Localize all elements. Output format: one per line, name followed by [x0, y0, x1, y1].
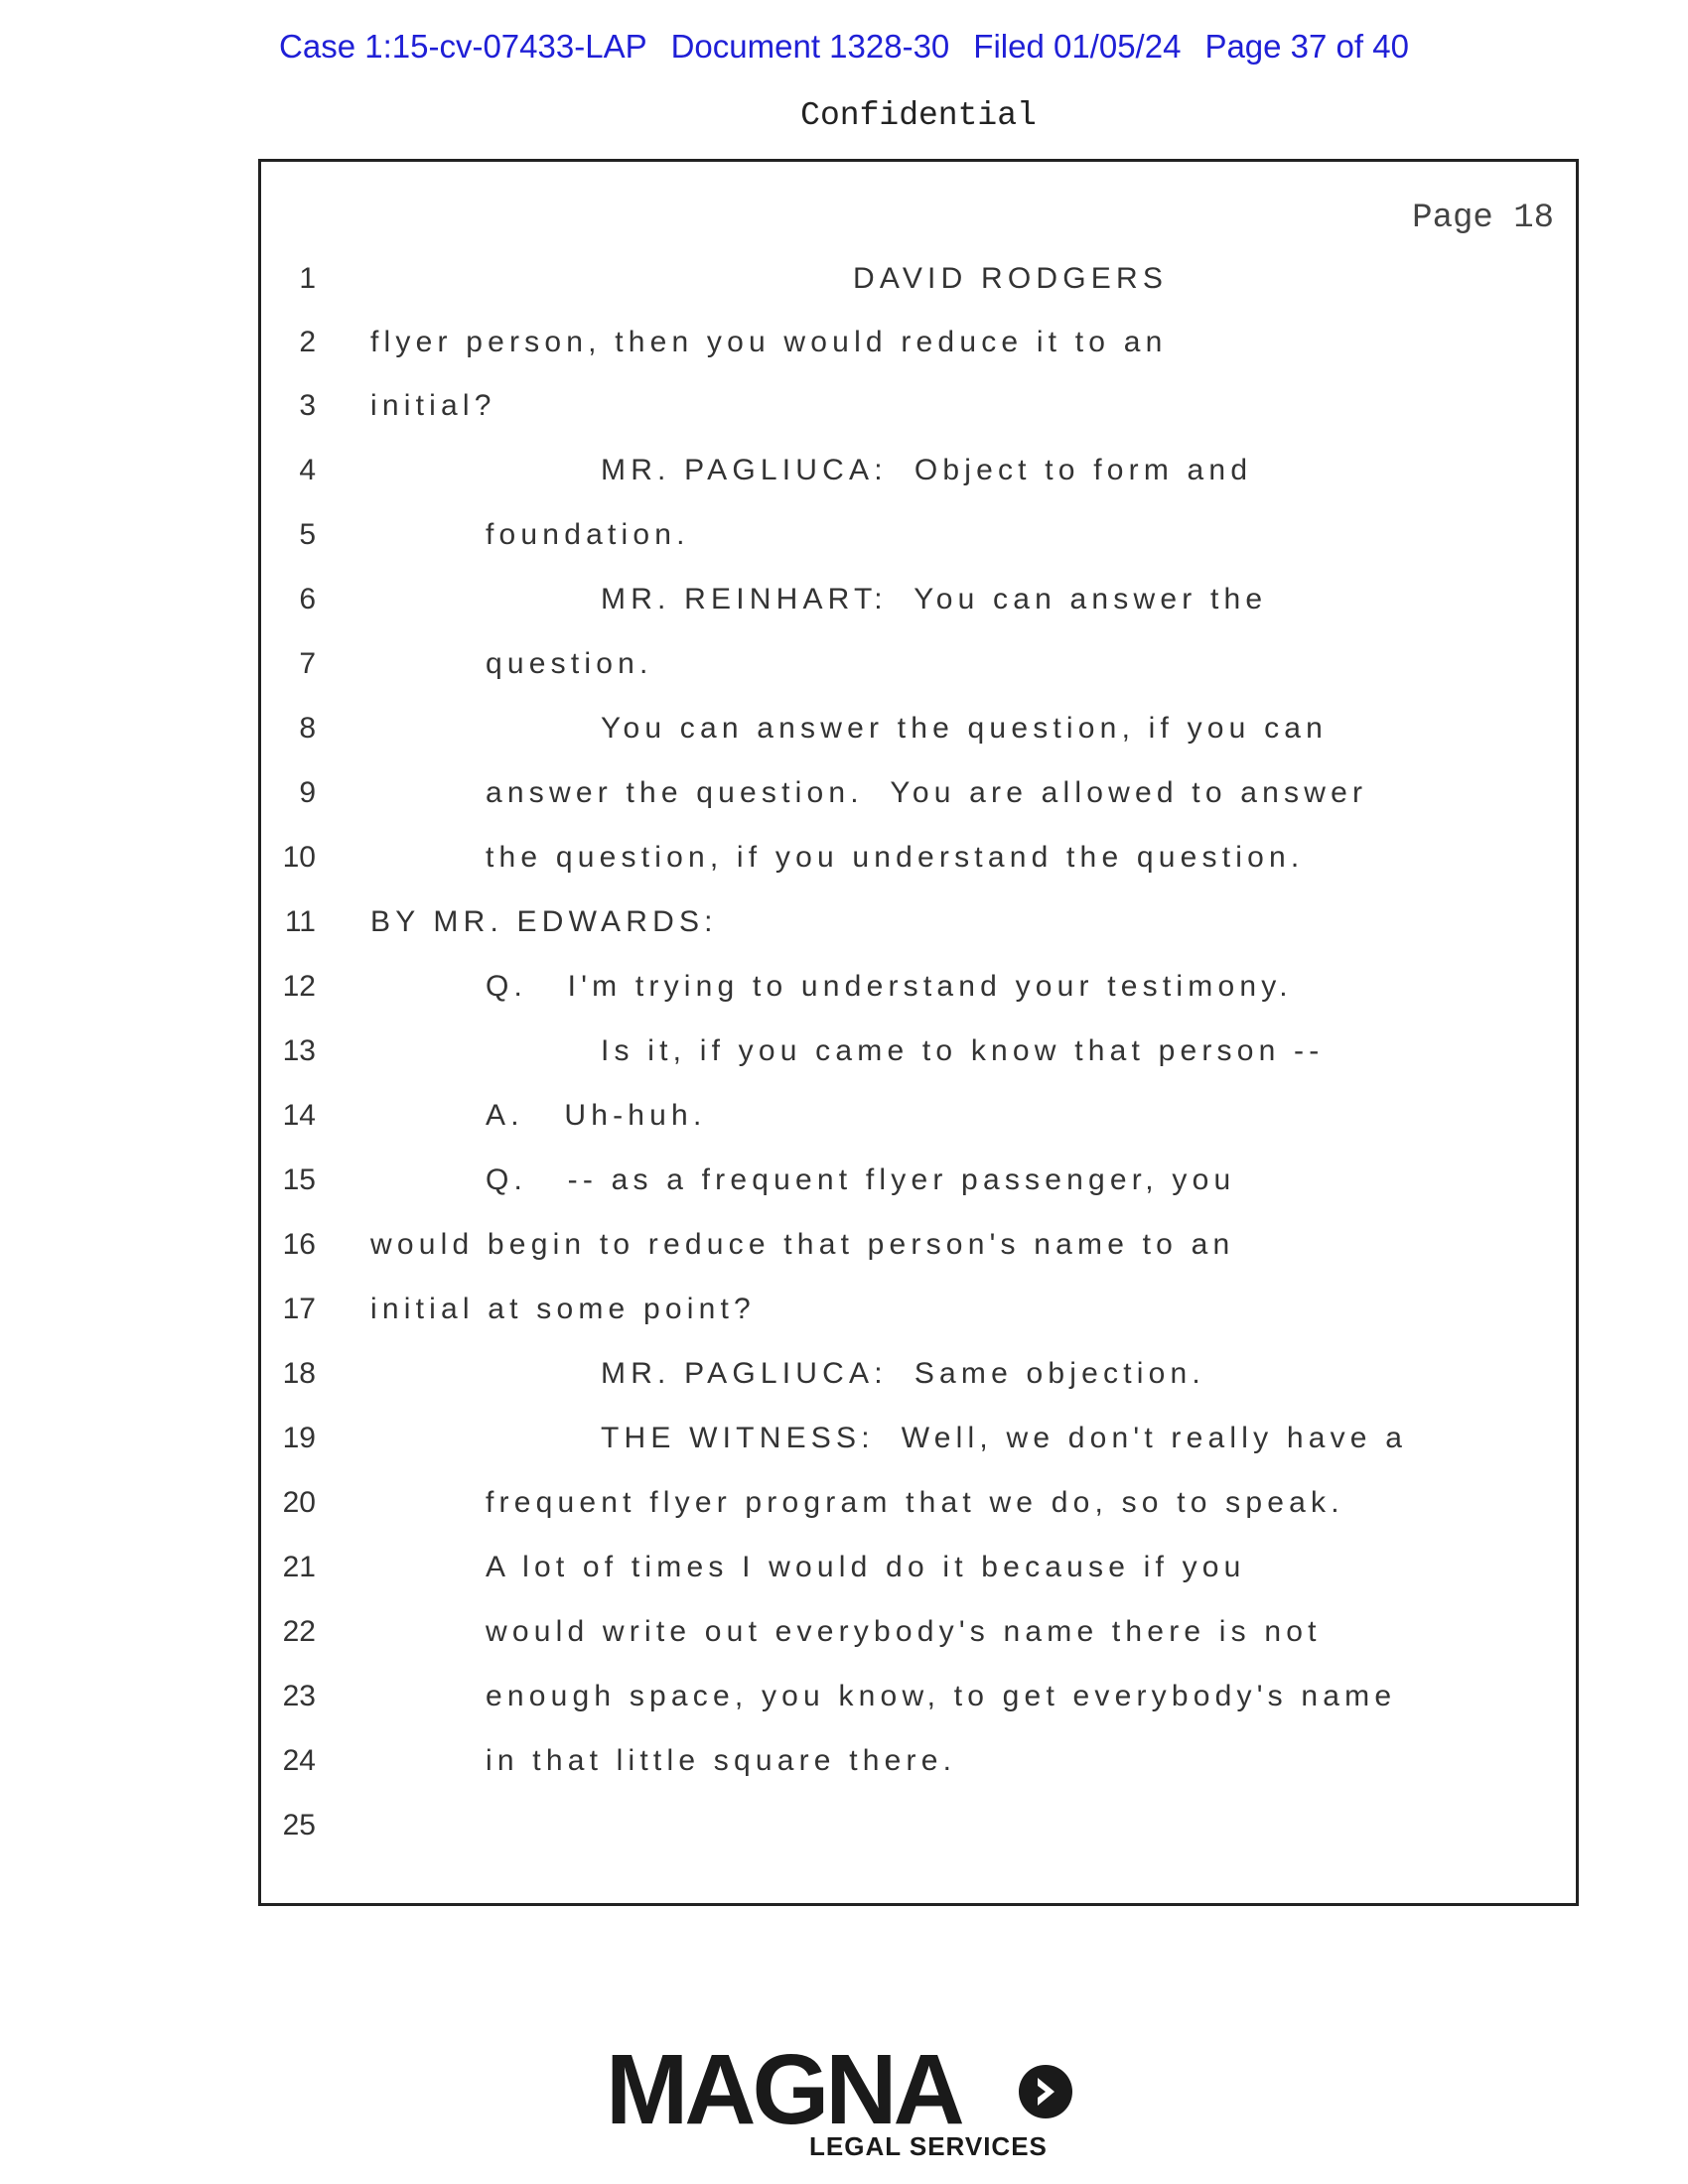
transcript-line	[261, 712, 1576, 751]
transcript-line	[261, 1228, 1576, 1268]
transcript-line	[261, 262, 1576, 302]
line-number: 17	[282, 1293, 316, 1325]
transcript-line	[261, 970, 1576, 1010]
line-text: in that little square there.	[486, 1744, 957, 1777]
line-text: MR. PAGLIUCA: Object to form and	[601, 454, 1253, 486]
document-number: Document 1328-30	[670, 28, 950, 65]
line-number: 5	[299, 518, 316, 551]
transcript-line	[261, 1680, 1576, 1719]
line-text: initial?	[370, 389, 496, 422]
line-text: BY MR. EDWARDS:	[370, 905, 718, 938]
line-text: answer the question. You are allowed to answer	[486, 776, 1368, 809]
line-text: the question, if you understand the question.	[486, 841, 1305, 874]
transcript-line	[261, 326, 1576, 365]
transcript-line	[261, 1615, 1576, 1655]
line-number: 23	[282, 1680, 316, 1712]
transcript-line	[261, 1422, 1576, 1461]
transcript-line	[261, 647, 1576, 687]
transcript-line	[261, 1551, 1576, 1590]
line-number: 9	[299, 776, 316, 809]
case-header	[0, 28, 1688, 66]
line-number: 25	[282, 1809, 316, 1842]
confidential-label: Confidential	[800, 97, 1037, 134]
line-text: would write out everybody's name there is not	[486, 1615, 1322, 1648]
line-number: 4	[299, 454, 316, 486]
line-number: 15	[282, 1163, 316, 1196]
transcript-line	[261, 583, 1576, 622]
line-number: 3	[299, 389, 316, 422]
transcript-page-label: Page 18	[1412, 200, 1554, 237]
line-number: 8	[299, 712, 316, 745]
line-text: initial at some point?	[370, 1293, 756, 1325]
line-text: A lot of times I would do it because if you	[486, 1551, 1246, 1583]
transcript-line	[261, 1809, 1576, 1848]
line-number: 6	[299, 583, 316, 615]
line-text: THE WITNESS: Well, we don't really have a	[601, 1422, 1408, 1454]
line-number: 1	[299, 262, 316, 295]
transcript-line	[261, 1357, 1576, 1397]
line-number: 19	[282, 1422, 316, 1454]
line-text: Q. -- as a frequent flyer passenger, you	[486, 1163, 1236, 1196]
line-text: You can answer the question, if you can	[601, 712, 1329, 745]
line-text: question.	[486, 647, 653, 680]
transcript-line	[261, 1293, 1576, 1332]
line-number: 7	[299, 647, 316, 680]
logo-wordmark: MAGNA	[606, 2034, 961, 2145]
transcript-line	[261, 841, 1576, 881]
transcript-line	[261, 518, 1576, 558]
chevron-right-circle-icon	[1018, 2064, 1073, 2119]
line-number: 12	[282, 970, 316, 1003]
transcript-line	[261, 1099, 1576, 1139]
line-text: MR. PAGLIUCA: Same objection.	[601, 1357, 1205, 1390]
transcript-page	[258, 159, 1579, 1906]
line-number: 18	[282, 1357, 316, 1390]
line-text: would begin to reduce that person's name to an	[370, 1228, 1235, 1261]
line-text: MR. REINHART: You can answer the	[601, 583, 1268, 615]
transcript-line	[261, 1034, 1576, 1074]
line-number: 13	[282, 1034, 316, 1067]
transcript-line	[261, 1744, 1576, 1784]
transcript-line	[261, 905, 1576, 945]
line-text: Is it, if you came to know that person --	[601, 1034, 1325, 1067]
line-number: 10	[282, 841, 316, 874]
transcript-line	[261, 1163, 1576, 1203]
line-text: frequent flyer program that we do, so to speak.	[486, 1486, 1344, 1519]
magna-logo	[606, 2034, 1082, 2169]
transcript-line	[261, 1486, 1576, 1526]
line-number: 21	[282, 1551, 316, 1583]
page-count: Page 37 of 40	[1204, 28, 1409, 65]
line-number: 24	[282, 1744, 316, 1777]
line-text: enough space, you know, to get everybody's name	[486, 1680, 1397, 1712]
line-number: 20	[282, 1486, 316, 1519]
line-number: 14	[282, 1099, 316, 1132]
transcript-line	[261, 776, 1576, 816]
line-number: 11	[284, 905, 316, 938]
logo-subtitle: LEGAL SERVICES	[809, 2131, 1048, 2161]
transcript-line	[261, 389, 1576, 429]
line-number: 22	[282, 1615, 316, 1648]
line-number: 16	[282, 1228, 316, 1261]
line-number: 2	[299, 326, 316, 358]
line-text: DAVID RODGERS	[853, 262, 1169, 295]
line-text: Q. I'm trying to understand your testimony.	[486, 970, 1293, 1003]
case-number: Case 1:15-cv-07433-LAP	[279, 28, 647, 65]
line-text: A. Uh-huh.	[486, 1099, 707, 1132]
transcript-line	[261, 454, 1576, 493]
line-text: flyer person, then you would reduce it to an	[370, 326, 1168, 358]
filed-date: Filed 01/05/24	[973, 28, 1182, 65]
line-text: foundation.	[486, 518, 690, 551]
